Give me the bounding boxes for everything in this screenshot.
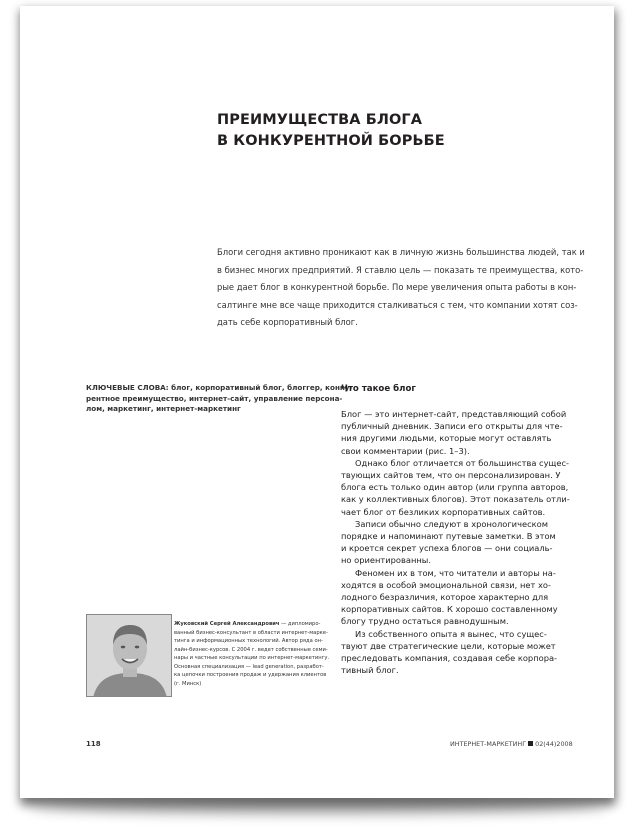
body-line: Записи обычно следуют в хронологическом: [355, 518, 548, 529]
page-number: 118: [86, 740, 101, 748]
body-line: твуют две стратегические цели, которые может: [341, 640, 556, 651]
author-bio-text: — дипломиро-: [279, 621, 321, 627]
author-portrait-image: [87, 615, 172, 697]
author-bio-line: тинга и информационных технологий. Автор ряда он-: [174, 638, 323, 644]
body-line: но ориентированны.: [341, 555, 431, 566]
body-line: ния другими людьми, которые могут оставлять: [341, 433, 552, 444]
floor-shadow: [28, 800, 608, 814]
body-line: Из собственного опыта я вынес, что сущес-: [355, 628, 547, 639]
body-line: чает блог от безликих корпоративных сайтов.: [341, 506, 546, 517]
keywords-line: рентное преимущество, интернет-сайт, управление персона-: [86, 393, 343, 403]
body-line: Однако блог отличается от большинства сущес-: [355, 457, 570, 468]
author-bio-line: ванный бизнес-консультант в области интернет-марке-: [174, 629, 328, 636]
title-line: В КОНКУРЕНТНОЙ БОРЬБЕ: [217, 133, 445, 149]
square-separator-icon: [528, 741, 533, 746]
magazine-page: [20, 6, 614, 798]
body-line: ходятся в особой эмоциональной связи, нет хо-: [341, 579, 551, 590]
intro-line: дать себе корпоративный блог.: [217, 317, 358, 328]
author-bio-line: ка цепочки построения продаж и удержания клиентов: [174, 672, 327, 678]
keywords-line: лом, маркетинг, интернет-маркетинг: [86, 404, 241, 414]
body-line: Феномен их в том, что читатели и авторы на-: [355, 567, 556, 578]
intro-line: Блоги сегодня активно проникают как в личную жизнь большинства людей, так и: [217, 247, 585, 257]
body-line: порядке и напоминают путевые заметки. В этом: [341, 531, 556, 542]
magazine-footer: [450, 740, 573, 748]
body-line: лодного безразличия, которое характерно для: [341, 592, 549, 603]
author-bio: [174, 620, 344, 688]
intro-line: рые дает блог в конкурентной борьбе. По мере увеличения опыта работы в кон-: [217, 282, 577, 293]
keywords-line: КЛЮЧЕВЫЕ СЛОВА: блог, корпоративный блог, блоггер, конку-: [86, 383, 353, 392]
author-bio-line: [174, 620, 344, 629]
author-bio-line: Основная специализация — lead generation, разработ-: [174, 663, 324, 670]
body-line: тивный блог.: [341, 665, 399, 676]
body-line: твующих сайтов тем, что он персонализирован. У: [341, 470, 561, 481]
author-name: Жуковский Сергей Александрович: [174, 621, 280, 627]
article-intro: [217, 244, 587, 332]
section-title: Что такое блог: [341, 384, 416, 394]
body-line: преследовать компания, создавая себе корпора-: [341, 653, 558, 664]
body-line: Блог — это интернет-сайт, представляющий собой: [341, 409, 567, 419]
body-line: как у коллективных блогов). Этот показатель отли-: [341, 494, 570, 505]
intro-line: в бизнес многих предприятий. Я ставлю цель — показать те преимущества, кото-: [217, 264, 584, 275]
author-bio-line: нары и частные консультации по интернет-маркетингу.: [174, 655, 330, 661]
intro-line: салтинге мне все чаще приходится сталкиваться с тем, что компании хотят соз-: [217, 299, 578, 310]
body-line: публичный дневник. Записи его открыты для чте-: [341, 421, 563, 432]
author-photo: [86, 614, 172, 697]
body-line: блогу трудно остаться равнодушным.: [341, 616, 509, 627]
author-bio-line: лайн-бизнес-курсов. С 2004 г. ведет собственные семи-: [174, 646, 328, 653]
author-bio-line: (г. Минск): [174, 680, 202, 687]
article-body: [341, 408, 591, 676]
magazine-name: ИНТЕРНЕТ-МАРКЕТИНГ: [450, 740, 527, 748]
article-title: [217, 110, 537, 152]
body-line: и кроется секрет успеха блогов — они социаль-: [341, 543, 553, 554]
keywords: [86, 383, 358, 415]
body-line: корпоративных сайтов. К хорошо составленному: [341, 604, 558, 615]
body-line: блога есть только один автор (или группа авторов,: [341, 482, 569, 493]
title-line: ПРЕИМУЩЕСТВА БЛОГА: [217, 112, 423, 128]
issue-number: 02(44)2008: [535, 740, 573, 748]
body-line: свои комментарии (рис. 1–3).: [341, 445, 470, 456]
